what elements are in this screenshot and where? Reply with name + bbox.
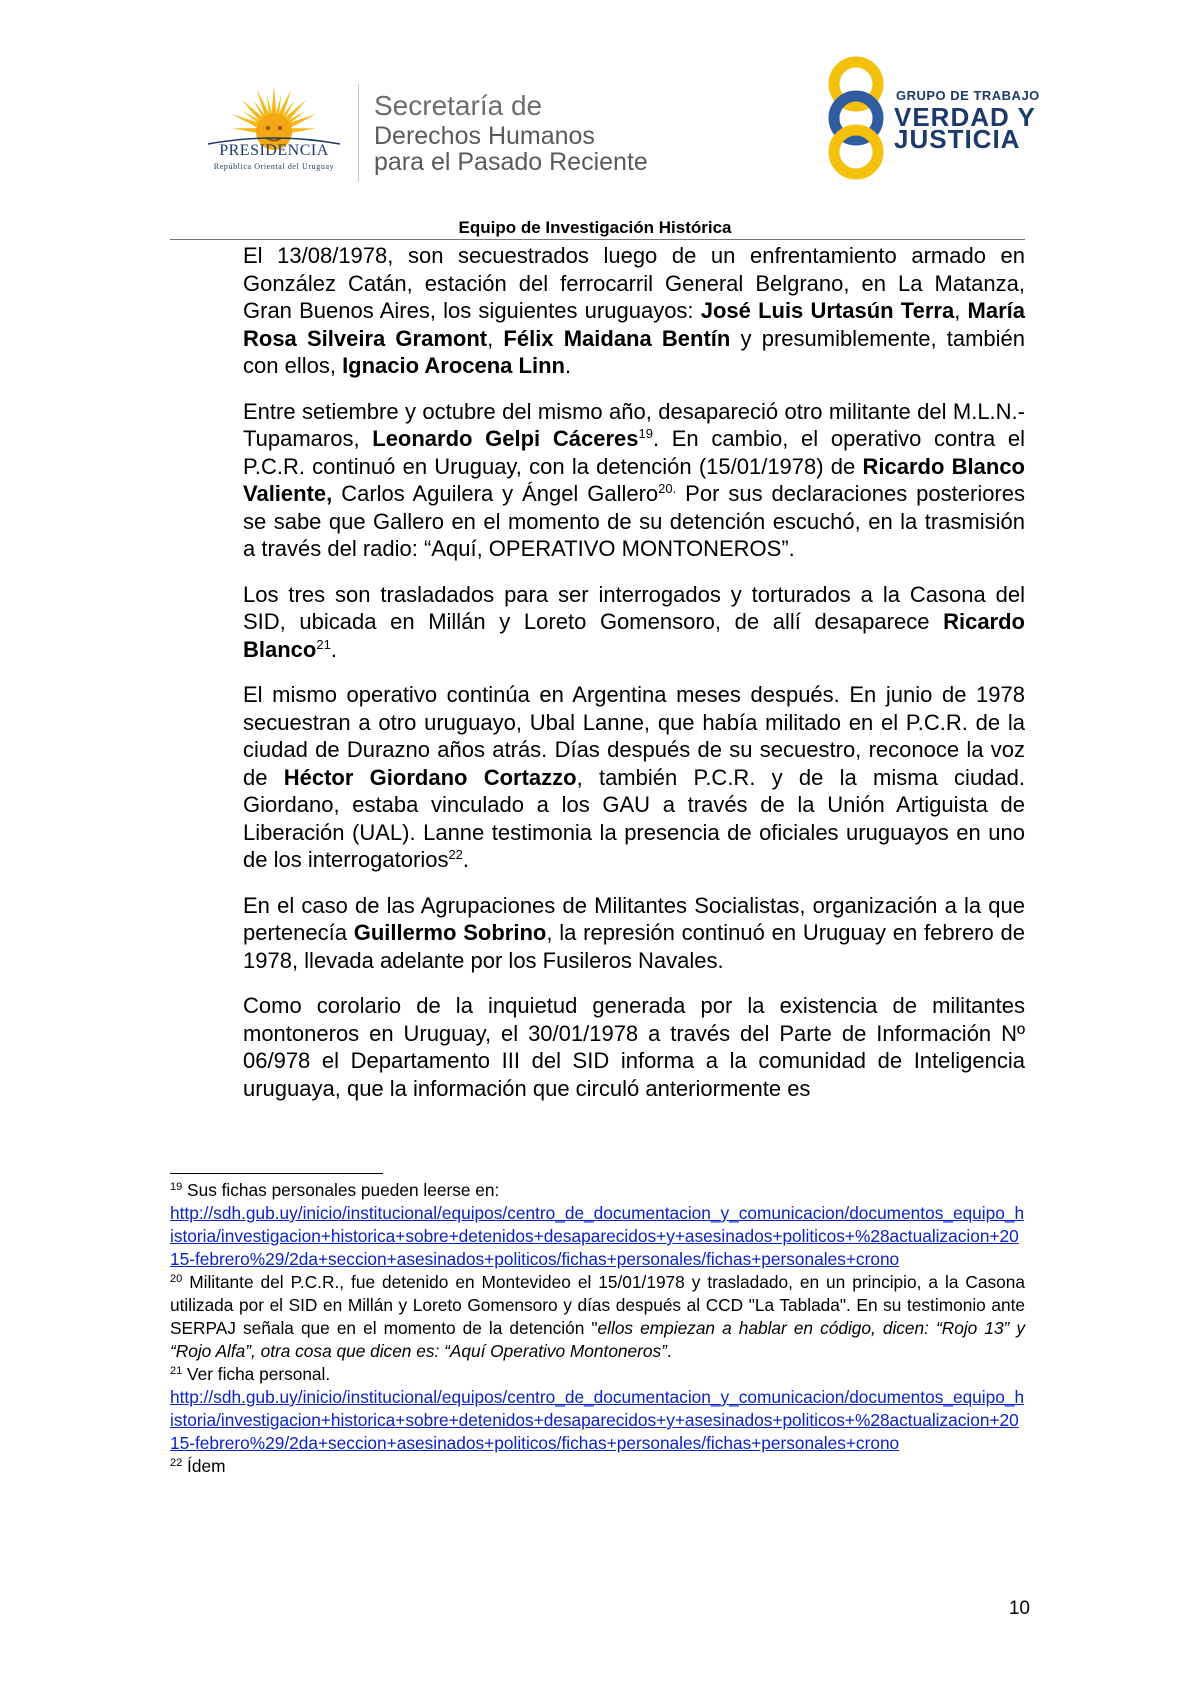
secretaria-line-2: Derechos Humanos: [374, 122, 595, 150]
person-name: José Luis Urtasún Terra: [700, 298, 955, 323]
text-run: .: [330, 636, 337, 662]
footnote-ref[interactable]: 21: [316, 636, 331, 652]
person-name: María Rosa Silveira Gramont: [243, 298, 1025, 351]
text-run: Los tres son trasladados para ser interrogados y torturados a la Casona del SID, ubicada en Millán y Loreto Gomensoro, de allí desaparece: [243, 581, 1025, 634]
footnote-ref[interactable]: 20.: [658, 481, 677, 496]
secretaria-line-1: Secretaría de: [374, 90, 543, 121]
footnote-text: .: [666, 1341, 672, 1361]
text-run: En el caso de las Agrupaciones de Militantes Socialistas, organización a la que pertenecía: [243, 892, 1025, 945]
text-run: y presumiblemente, también con ellos,: [243, 325, 1026, 378]
text-run: . En cambio, el operativo contra el P.C.R. continuó en Uruguay, con la detención (15/01/1978) de: [243, 426, 1025, 479]
person-name: Guillermo Sobrino: [353, 920, 547, 945]
text-run: , también P.C.R. y de la misma ciudad. Giordano, estaba vinculado a los GAU a través de la Unión Artiguista de Liberación (UAL). Lanne testimonia la presencia de oficiales uruguayos en uno de los interrogatorios: [243, 764, 1025, 872]
justicia-label: JUSTICIA: [894, 124, 1021, 154]
header-rule: [170, 239, 1025, 240]
page-header: [0, 0, 1190, 240]
presidencia-subtitle: República Oriental del Uruguay: [213, 162, 335, 171]
verdad-justicia-rings-logo-icon: [818, 54, 898, 182]
footnote-number: 19: [170, 1181, 183, 1193]
footnotes: [170, 1179, 1025, 1478]
footnote-21-link[interactable]: http://sdh.gub.uy/inicio/institucional/equipos/centro_de_documentacion_y_comunicacion/documentos_equipo_historia/investigacion+historica+sobre+detenidos+desaparecidos+y+asesinados+politicos+%28actualizacion+2015-febrero%29/2da+seccion+asesinados+politicos/fichas+personales/fichas+personales+crono: [170, 1387, 1025, 1453]
paragraph-2: [243, 398, 1025, 563]
team-title: Equipo de Investigación Histórica: [458, 218, 732, 237]
footnote-text: Ídem: [182, 1456, 226, 1476]
text-run: El 13/08/1978, son secuestrados luego de un enfrentamiento armado en González Catán, estación del ferrocarril General Belgrano, en La Matanza, Gran Buenos Aires, los siguientes uruguayos:: [243, 243, 1025, 323]
person-name: Leonardo Gelpi Cáceres: [372, 426, 639, 451]
logo-divider: [358, 84, 359, 182]
footnote-text: Sus fichas personales pueden leerse en:: [182, 1180, 500, 1200]
footnote-text: Militante del P.C.R., fue detenido en Montevideo el 15/01/1978 y trasladado, en un principio, a la Casona utilizada por el SID en Millán y Loreto Gomensoro y días después al CCD "La Tablada". En su testimonio ante SERPAJ señala que en el momento de la detención ": [170, 1272, 1025, 1338]
person-name: Ricardo Blanco: [243, 609, 1025, 662]
secretaria-line-3: para el Pasado Reciente: [374, 148, 648, 176]
footnote-21: [170, 1363, 1025, 1386]
paragraph-6: [243, 992, 1025, 1102]
footnote-number: 20: [170, 1273, 183, 1285]
presidencia-wordmark: PRESIDENCIA: [219, 142, 329, 159]
footnote-ref[interactable]: 22: [448, 847, 463, 862]
text-run: Entre setiembre y octubre del mismo año, desapareció otro militante del M.L.N.-Tupamaros,: [243, 398, 1025, 451]
text-run: ,: [954, 298, 968, 323]
footnote-22: [170, 1455, 1025, 1478]
footnote-19-link[interactable]: http://sdh.gub.uy/inicio/institucional/equipos/centro_de_documentacion_y_comunicacion/documentos_equipo_historia/investigacion+historica+sobre+detenidos+desaparecidos+y+asesinados+politicos+%28actualizacion+2015-febrero%29/2da+seccion+asesinados+politicos/fichas+personales/fichas+personales+crono: [170, 1203, 1025, 1269]
footnote-number: 21: [170, 1365, 183, 1377]
body-text: [243, 242, 1025, 1120]
text-run: El mismo operativo continúa en Argentina meses después. En junio de 1978 secuestran a otro uruguayo, Ubal Lanne, que había militado en el P.C.R. de la ciudad de Durazno años atrás. Días después de su secuestro, reconoce la voz de: [243, 682, 1025, 790]
paragraph-3: [243, 581, 1025, 664]
text-run: .: [462, 847, 470, 872]
person-name: Ignacio Arocena Linn: [342, 353, 565, 378]
text-run: ,: [487, 325, 504, 351]
grupo-trabajo-label: GRUPO DE TRABAJO: [896, 88, 1040, 103]
footnote-separator: [170, 1173, 383, 1174]
text-run: .: [564, 353, 572, 378]
person-name: Ricardo Blanco Valiente,: [243, 453, 1025, 506]
page-number: 10: [1008, 1598, 1030, 1619]
paragraph-5: [243, 892, 1025, 975]
footnote-quote: ellos empiezan a hablar en código, dicen: “Rojo 13” y “Rojo Alfa”, otra cosa que dicen es: “Aquí Operativo Montoneros”: [170, 1318, 1025, 1361]
text-run: , la represión continuó en Uruguay en febrero de 1978, llevada adelante por los Fusileros Navales.: [243, 920, 1025, 973]
text-run: Por sus declaraciones posteriores se sabe que Gallero en el momento de su detención escuchó, en la trasmisión a través del radio: “Aquí, OPERATIVO MONTONEROS”.: [243, 481, 1025, 561]
footnote-19: [170, 1179, 1025, 1202]
text-run: Como corolario de la inquietud generada por la existencia de militantes montoneros en Uruguay, el 30/01/1978 a través del Parte de Información Nº 06/978 el Departamento III del SID informa a la comunidad de Inteligencia uruguaya, que la información que circuló anteriormente es: [243, 993, 1025, 1101]
footnote-text: Ver ficha personal.: [182, 1364, 331, 1384]
footnote-20: [170, 1271, 1025, 1363]
paragraph-4: [243, 681, 1025, 874]
verdad-label: VERDAD Y: [894, 102, 1036, 132]
person-name: Félix Maidana Bentín: [503, 325, 731, 351]
paragraph-1: [243, 242, 1025, 380]
footnote-ref[interactable]: 19: [638, 426, 653, 441]
footnote-number: 22: [170, 1457, 183, 1469]
person-name: Héctor Giordano Cortazzo: [283, 764, 577, 790]
text-run: Carlos Aguilera y Ángel Gallero: [332, 481, 659, 506]
